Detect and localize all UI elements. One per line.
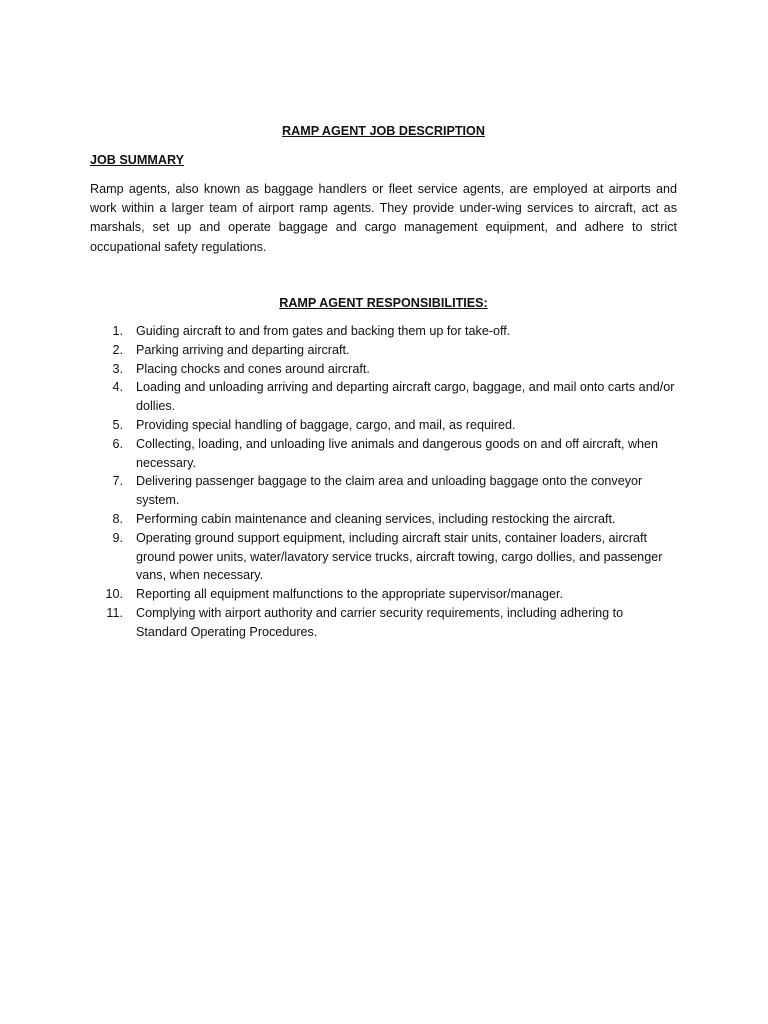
- item-text: Loading and unloading arriving and departing aircraft cargo, baggage, and mail onto carts and/or dollies.: [136, 380, 675, 414]
- item-text: Placing chocks and cones around aircraft.: [136, 361, 370, 376]
- item-text: Guiding aircraft to and from gates and backing them up for take-off.: [136, 324, 511, 339]
- item-number: 10.: [105, 587, 123, 602]
- item-number: 7.: [112, 474, 123, 489]
- responsibility-item: [90, 435, 677, 473]
- responsibility-item: [90, 322, 677, 341]
- job-summary-heading: JOB SUMMARY: [90, 152, 184, 167]
- item-text: Performing cabin maintenance and cleaning services, including restocking the aircraft.: [136, 511, 616, 526]
- item-number: 5.: [112, 418, 123, 432]
- responsibility-item: [90, 604, 677, 642]
- item-number: 1.: [112, 324, 123, 339]
- responsibility-item: [90, 378, 677, 416]
- responsibilities-list: [90, 322, 677, 642]
- responsibility-item: [90, 341, 677, 360]
- item-text: Delivering passenger baggage to the claim area and unloading baggage onto the conveyor system.: [136, 474, 643, 508]
- document-title: RAMP AGENT JOB DESCRIPTION: [282, 124, 485, 138]
- item-number: 9.: [112, 530, 123, 545]
- item-text: Operating ground support equipment, including aircraft stair units, container loaders, aircraft ground power units, water/lavatory service trucks, aircraft towing, cargo dollies, and passenger vans, when necessary.: [136, 530, 663, 583]
- responsibility-item: [90, 472, 677, 510]
- document-page: [90, 122, 677, 642]
- responsibility-item: [90, 585, 677, 604]
- item-number: 2.: [112, 342, 123, 357]
- responsibility-item: [90, 529, 677, 585]
- item-number: 11.: [106, 605, 123, 620]
- responsibilities-heading: RAMP AGENT RESPONSIBILITIES:: [279, 296, 488, 311]
- item-text: Complying with airport authority and carrier security requirements, including adhering to Standard Operating Procedures.: [136, 605, 624, 639]
- item-number: 8.: [112, 511, 123, 526]
- item-number: 6.: [112, 436, 123, 451]
- responsibility-item: [90, 416, 677, 435]
- item-text: Collecting, loading, and unloading live animals and dangerous goods on and off aircraft, when necessary.: [136, 436, 659, 470]
- item-number: 3.: [112, 361, 123, 376]
- job-summary-paragraph: Ramp agents, also known as baggage handlers or fleet service agents, are employed at airports and work within a larger team of airport ramp agents. They provide under-wing services to aircraft, act as marshals, set up and operate baggage and cargo management equipment, and adhere to strict occupational safety regulations.: [90, 181, 677, 254]
- item-text: Reporting all equipment malfunctions to the appropriate supervisor/manager.: [136, 587, 564, 602]
- responsibility-item: [90, 510, 677, 529]
- responsibility-item: [90, 360, 677, 379]
- item-number: 4.: [112, 380, 123, 395]
- item-text: Parking arriving and departing aircraft.: [136, 342, 350, 357]
- item-text: Providing special handling of baggage, cargo, and mail, as required.: [136, 418, 516, 432]
